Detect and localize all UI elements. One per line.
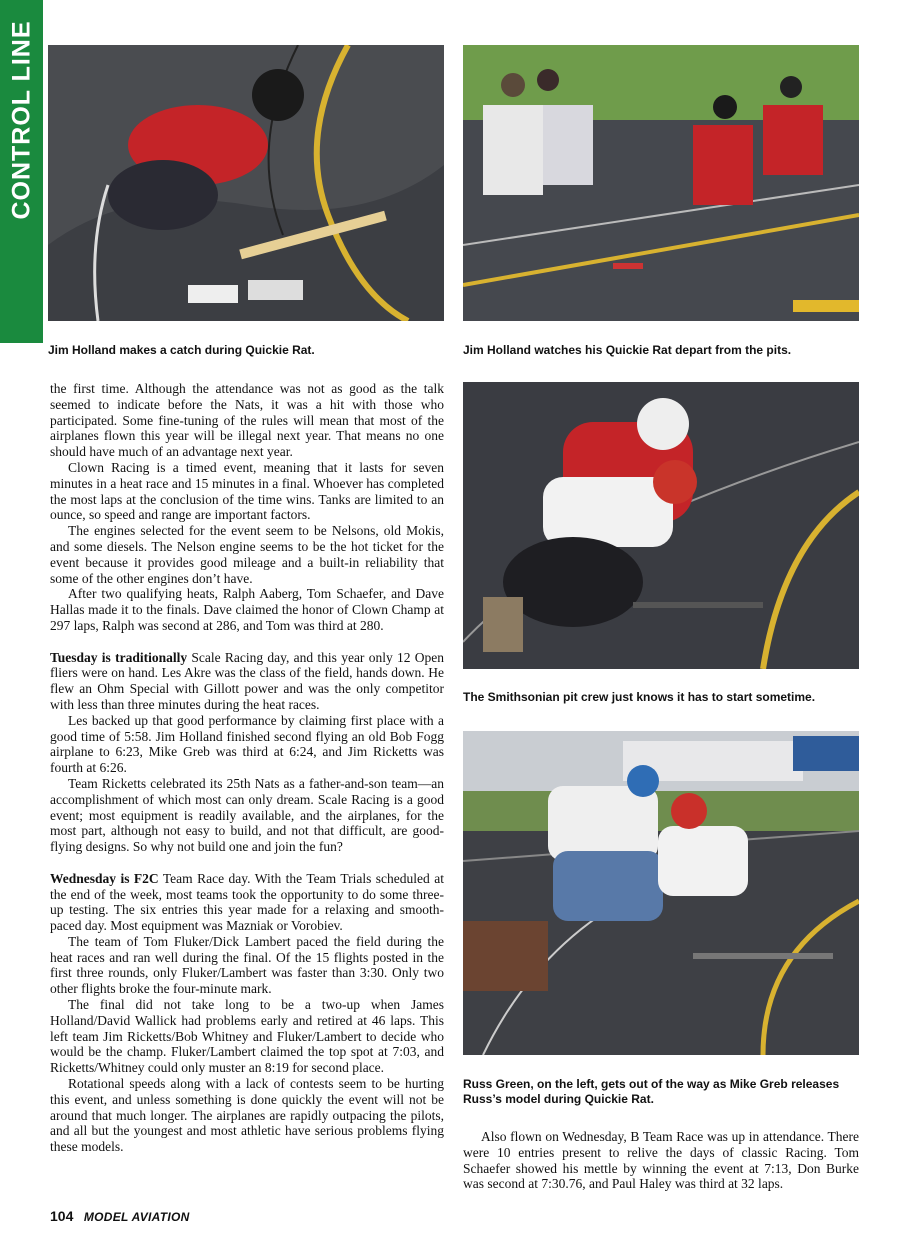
paragraph: After two qualifying heats, Ralph Aaberg, Tom Schaefer, and Dave Hallas made it to the finals. Dave claimed the honor of Clown Champ at 297 laps, Ralph was second at 286, and Tom was third at 280.	[50, 586, 444, 633]
paragraph: Rotational speeds along with a lack of contests seem to be hurting this event, and unless something is done quickly the event will not be around that much longer. The airplanes are rapidly outpacing the pilots, and all but the youngest and most athletic have serious problems flying these models.	[50, 1076, 444, 1155]
paragraph: Also flown on Wednesday, B Team Race was up in attendance. There were 10 entries present to relive the days of classic Racing. Tom Schaefer showed his mettle by winning the event at 7:13, Don Burke was second at 7:30.76, and Paul Haley was third at 32 laps.	[463, 1129, 859, 1192]
lead-in-tuesday: Tuesday is traditionally	[50, 649, 188, 665]
section-tab-label: CONTROL LINE	[7, 20, 35, 220]
photo-holland-catch	[48, 45, 444, 321]
lead-in-wednesday: Wednesday is F2C	[50, 870, 159, 886]
photo-holland-watches	[463, 45, 859, 321]
photo-smithsonian-crew	[463, 382, 859, 669]
paragraph-body: Team Race day. With the Team Trials scheduled at the end of the week, most teams took the opportunity to do some three-up testing. The six entries this year made for a relaxing and smooth-paced day. Most equipment was Mazniak or Vorobiev.	[50, 870, 444, 934]
paragraph: Team Ricketts celebrated its 25th Nats as a father-and-son team—an accomplishment of which most can only dream. Scale Racing is a good event; most equipment is readily available, and the airplanes, for the most part, although not easy to build, and not that difficult, are good-flying designs. So why not build one and join the fun?	[50, 775, 444, 855]
caption-photo2: Jim Holland watches his Quickie Rat depart from the pits.	[463, 343, 792, 357]
magazine-name: MODEL AVIATION	[83, 1210, 190, 1224]
caption-photo3: The Smithsonian pit crew just knows it has to start sometime.	[463, 690, 816, 704]
caption-photo4: Russ Green, on the left, gets out of the way as Mike Greb releases Russ’s model during Quickie Rat.	[463, 1077, 840, 1106]
article-right-column	[463, 1129, 859, 1192]
photo-green-greb-release	[463, 731, 859, 1055]
section-tab	[0, 0, 43, 343]
paragraph: The engines selected for the event seem to be Nelsons, old Mokis, and some diesels. The Nelson engine seems to be the hot ticket for the event because it provides good mileage and a built-in reliability that some of the other engines don’t have.	[50, 523, 444, 586]
paragraph: Les backed up that good performance by claiming first place with a good time of 5:58. Jim Holland finished second flying an old Bob Fogg airplane to 6:23, Mike Greb was third at 6:24, and Jim Ricketts was fourth at 6:26.	[50, 712, 444, 776]
paragraph-tuesday	[50, 650, 444, 713]
paragraph: Clown Racing is a timed event, meaning that it lasts for seven minutes in a heat race and 15 minutes in a final. Whoever has completed the most laps at the conclusion of the time wins. Tanks are limited to an ounce, so speed and range are important factors.	[50, 459, 444, 523]
page-footer	[50, 1208, 190, 1226]
article-left-column	[50, 381, 444, 1155]
paragraph-wednesday	[50, 871, 444, 934]
paragraph: the first time. Although the attendance was not as good as the talk seemed to indicate before the Nats, it was a hit with those who participated. Some fine-tuning of the rules will mean that most of the airplanes flown this year will be illegal next year. That means no one should have much of an advantage next year.	[50, 381, 444, 460]
page-number: 104	[50, 1208, 74, 1224]
paragraph: The final did not take long to be a two-up when James Holland/David Wallick had problems early and retired at 46 laps. This left team Jim Ricketts/Bob Whitney and Fluker/Lambert to decide who would be the champ. Fluker/Lambert claimed the top spot at 7:03, and Ricketts/Whitney could only muster an 8:19 for second place.	[50, 997, 444, 1076]
paragraph-body: Scale Racing day, and this year only 12 Open fliers were on hand. Les Akre was the class of the field, hands down. He flew an Ohm Special with Gillott power and was the only competitor with less than three minutes during the heat races.	[50, 649, 444, 712]
caption-photo1: Jim Holland makes a catch during Quickie Rat.	[48, 343, 315, 357]
paragraph: The team of Tom Fluker/Dick Lambert paced the field during the heat races and ran well during the final. Of the 15 flights posted in the first three rounds, only Fluker/Lambert was faster than 3:30. Only two other flights broke the four-minute mark.	[50, 933, 444, 997]
